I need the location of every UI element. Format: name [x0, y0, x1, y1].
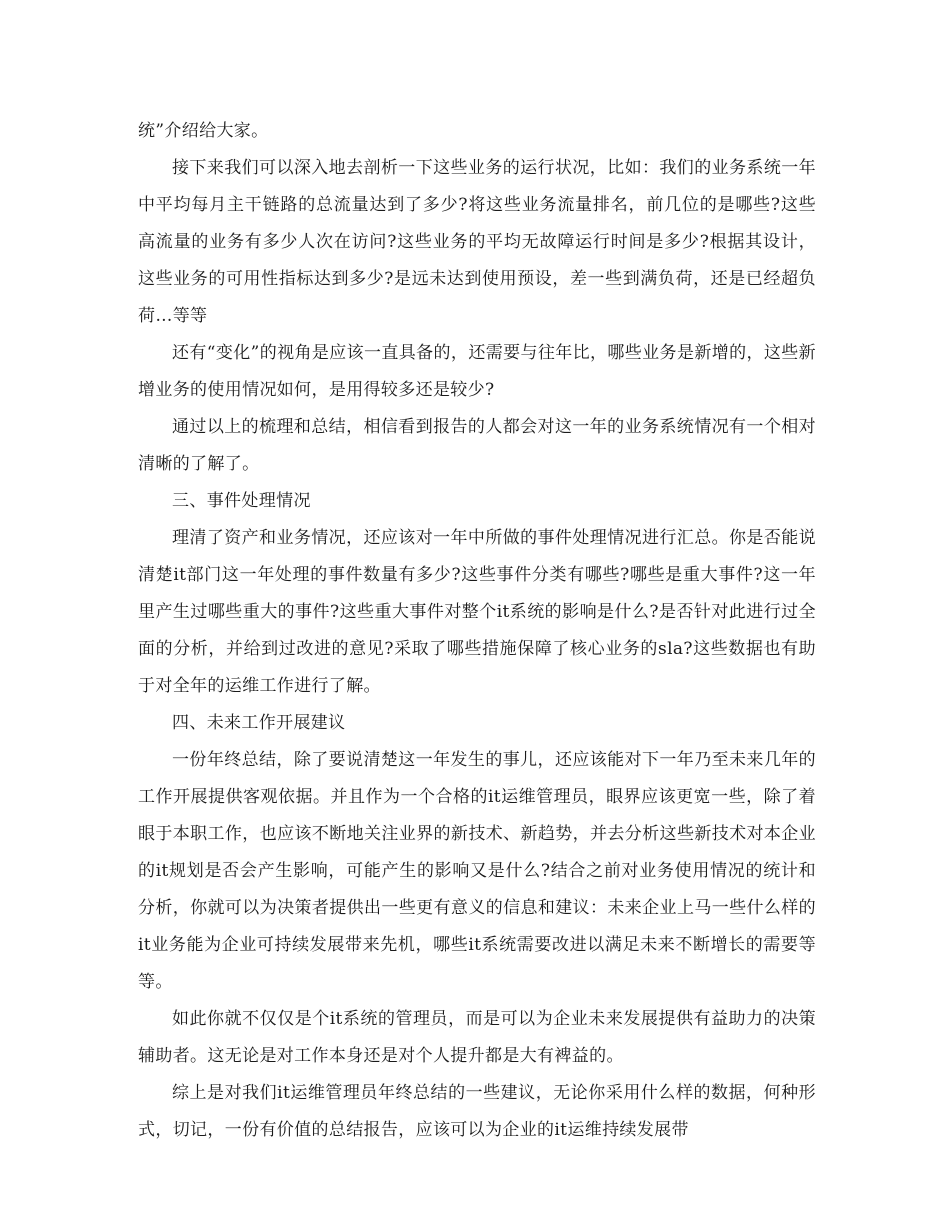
document-body	[138, 113, 816, 1149]
paragraph-future-suggestions: 一份年终总结，除了要说清楚这一年发生的事儿，还应该能对下一年乃至未来几年的工作开展提供客观依据。并且作为一个合格的it运维管理员，眼界应该更宽一些，除了着眼于本职工作，也应该不断地关注业界的新技术、新趋势，并去分析这些新技术对本企业的it规划是否会产生影响，可能产生的影响又是什么?结合之前对业务使用情况的统计和分析，你就可以为决策者提供出一些更有意义的信息和建议：未来企业上马一些什么样的it业务能为企业可持续发展带来先机，哪些it系统需要改进以满足未来不断增长的需要等等。	[138, 750, 816, 992]
section-heading-incidents: 三、事件处理情况	[172, 491, 311, 511]
paragraph-decision-assistant: 如此你就不仅仅是个it系统的管理员，而是可以为企业未来发展提供有益助力的决策辅助者。这无论是对工作本身还是对个人提升都是大有裨益的。	[138, 1009, 816, 1066]
paragraph-incident-handling: 理清了资产和业务情况，还应该对一年中所做的事件处理情况进行汇总。你是否能说清楚it部门这一年处理的事件数量有多少?这些事件分类有哪些?哪些是重大事件?这一年里产生过哪些重大的事件?这些重大事件对整个it系统的影响是什么?是否针对此进行过全面的分析，并给到过改进的意见?采取了哪些措施保障了核心业务的sla?这些数据也有助于对全年的运维工作进行了解。	[138, 528, 816, 696]
paragraph-business-analysis: 接下来我们可以深入地去剖析一下这些业务的运行状况，比如：我们的业务系统一年中平均每月主干链路的总流量达到了多少?将这些业务流量排名，前几位的是哪些?这些高流量的业务有多少人次在访问?这些业务的平均无故障运行时间是多少?根据其设计，这些业务的可用性指标达到多少?是远未达到使用预设，差一些到满负荷，还是已经超负荷…等等	[138, 158, 816, 326]
paragraph-conclusion: 综上是对我们it运维管理员年终总结的一些建议，无论你采用什么样的数据，何种形式，切记，一份有价值的总结报告，应该可以为企业的it运维持续发展带	[138, 1083, 816, 1140]
paragraph-continuation: 统”介绍给大家。	[138, 121, 269, 141]
paragraph-summary: 通过以上的梳理和总结，相信看到报告的人都会对这一年的业务系统情况有一个相对清晰的了解了。	[138, 417, 816, 474]
paragraph-change-perspective: 还有“变化”的视角是应该一直具备的，还需要与往年比，哪些业务是新增的，这些新增业务的使用情况如何，是用得较多还是较少?	[138, 343, 816, 400]
section-heading-future-work: 四、未来工作开展建议	[172, 713, 346, 733]
